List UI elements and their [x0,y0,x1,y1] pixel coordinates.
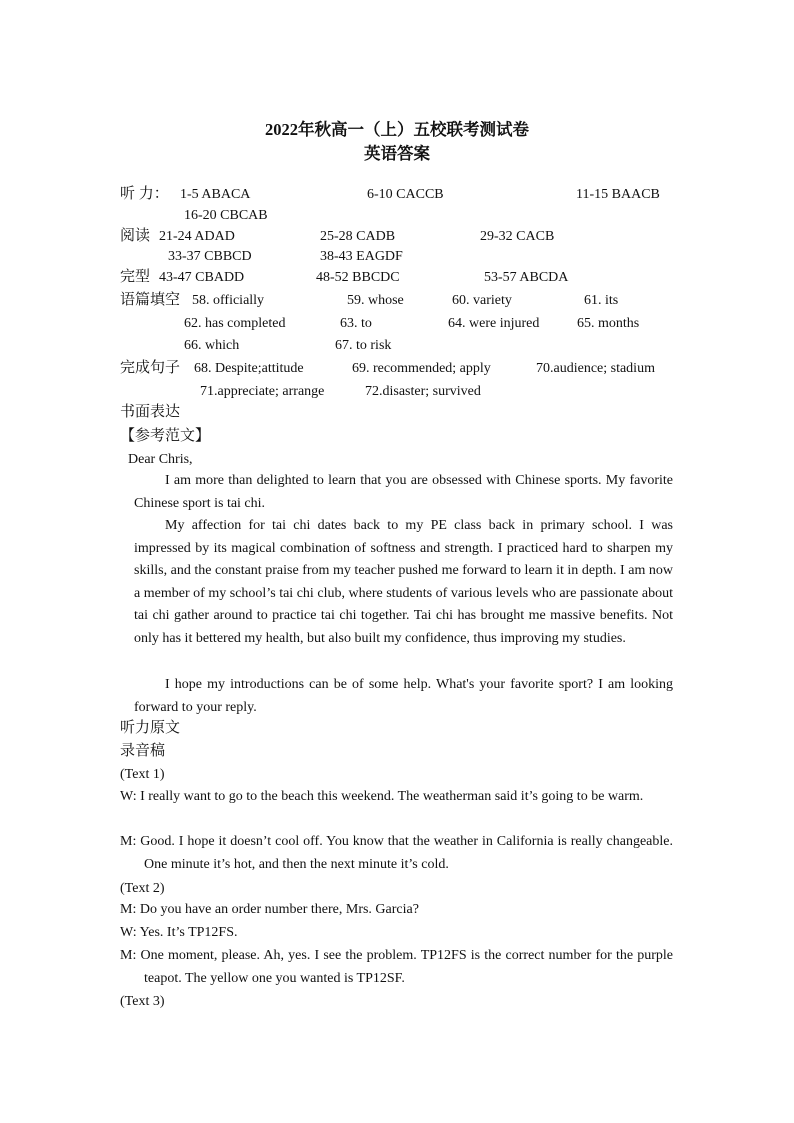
listening-answers-4: 16-20 CBCAB [184,208,268,223]
answer-71: 71.appreciate; arrange [200,384,325,399]
reading-answers-3: 29-32 CACB [480,229,555,244]
page-subtitle: 英语答案 [364,144,430,163]
writing-label: 书面表达 [120,404,181,420]
cloze-answers-1: 43-47 CBADD [159,270,245,285]
letter-greeting: Dear Chris, [128,452,193,467]
essay-paragraph-1: I am more than delighted to learn that you are obsessed with Chinese sports. My favorite Chinese sport is tai chi. [134,473,673,511]
recording-script-label: 录音稿 [120,743,166,759]
text-1-label: (Text 1) [120,767,165,782]
answer-65: 65. months [577,316,640,331]
answer-60: 60. variety [452,293,512,308]
cloze-answers-2: 48-52 BBCDC [316,270,400,285]
reading-answers-5: 38-43 EAGDF [320,249,403,264]
text-2-man-2: M: One moment, please. Ah, yes. I see the problem. TP12FS is the correct number for the purple teapot. The yellow one you wanted is TP12SF. [120,948,673,986]
answer-67: 67. to risk [335,338,392,353]
answer-72: 72.disaster; survived [365,384,481,399]
reading-answers-4: 33-37 CBBCD [168,249,252,264]
text-2-label: (Text 2) [120,881,165,896]
reading-label: 阅读 [120,228,151,244]
text-1-woman: W: I really want to go to the beach this weekend. The weatherman said it’s going to be warm. [120,789,644,804]
answer-58: 58. officially [192,293,265,308]
essay-paragraph-2: My affection for tai chi dates back to my PE class back in primary school. I was impressed by its magical combination of softness and strength. I practiced hard to sharpen my skills, and the constant praise from my teacher pushed me forward to learn it in depth. I am now a member of my school’s tai chi club, where students of various levels who are passionate about tai chi gather around to practice tai chi together. Tai chi has brought me massive benefits. Not only has it bettered my health, but also built my confidence, thus improving my studies. [134,518,673,646]
reading-answers-2: 25-28 CADB [320,229,396,244]
answer-64: 64. were injured [448,316,540,331]
cloze-label: 完型 [120,269,151,285]
listening-answers-1: 1-5 ABACA [180,187,251,202]
listening-answers-2: 6-10 CACCB [367,187,444,202]
answer-63: 63. to [340,316,372,331]
answer-69: 69. recommended; apply [352,361,491,376]
text-2-man-1: M: Do you have an order number there, Mrs. Garcia? [120,902,419,917]
answer-66: 66. which [184,338,240,353]
page-title: 2022年秋高一（上）五校联考测试卷 [265,120,529,139]
answer-59: 59. whose [347,293,404,308]
transcript-label: 听力原文 [120,720,181,736]
essay-paragraph-3: I hope my introductions can be of some help. What's your favorite sport? I am looking forward to your reply. [134,677,673,715]
answer-61: 61. its [584,293,619,308]
listening-label: 听 力： [120,186,169,202]
grammar-fill-label: 语篇填空 [120,292,181,308]
cloze-answers-3: 53-57 ABCDA [484,270,569,285]
sentences-label: 完成句子 [120,360,181,376]
reading-answers-1: 21-24 ADAD [159,229,235,244]
answer-68: 68. Despite;attitude [194,361,304,376]
listening-answers-3: 11-15 BAACB [576,187,660,202]
text-3-label: (Text 3) [120,994,165,1009]
answer-70: 70.audience; stadium [536,361,655,376]
answer-62: 62. has completed [184,316,286,331]
model-essay-label: 【参考范文】 [120,428,211,444]
text-2-woman: W: Yes. It’s TP12FS. [120,925,238,940]
text-1-man: M: Good. I hope it doesn’t cool off. You know that the weather in California is really changeable. One minute it’s hot, and then the next minute it’s cold. [120,834,673,872]
